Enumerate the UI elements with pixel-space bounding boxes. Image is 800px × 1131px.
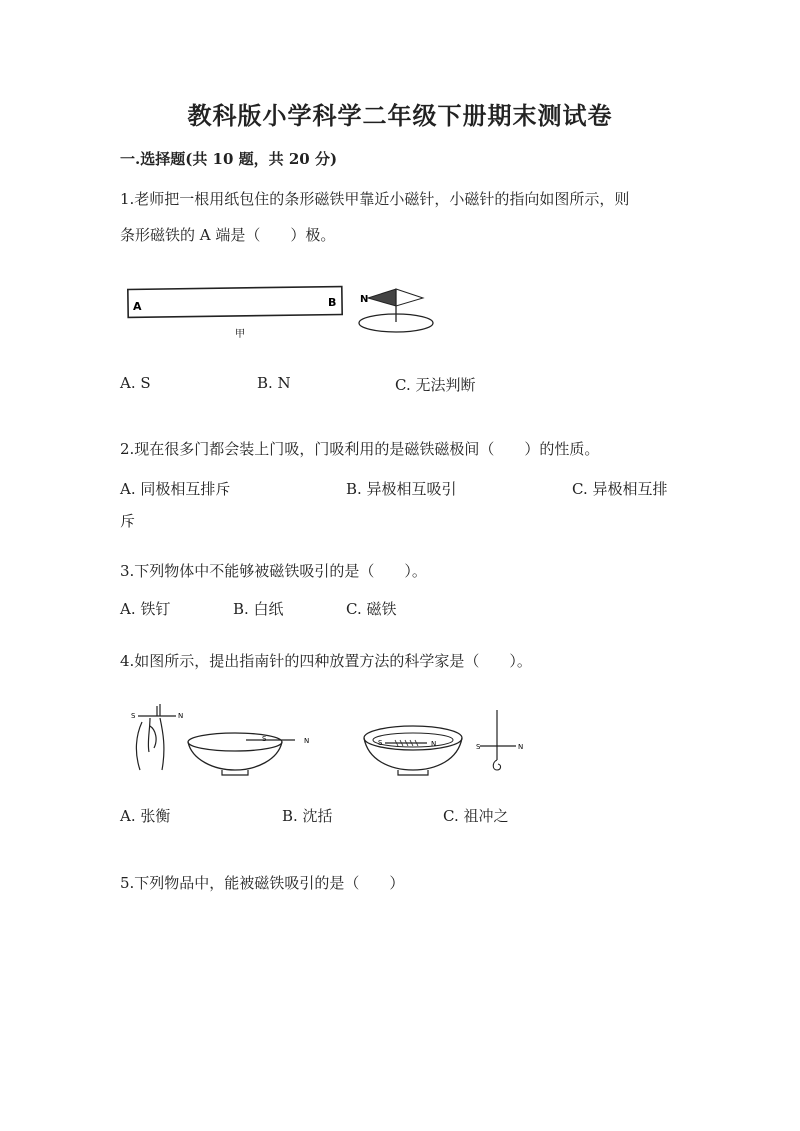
fingernail-label-n: N xyxy=(178,712,184,720)
question-1-line-2: 条形磁铁的 A 端是（ ）极。 xyxy=(120,226,336,244)
bar-magnet-label-a: A xyxy=(133,300,142,313)
bowl-rim-method-figure xyxy=(188,733,309,775)
question-4-option-b[interactable]: B. 沈括 xyxy=(282,807,333,825)
question-1-option-a[interactable]: A. S xyxy=(120,374,151,392)
floating-label-s: S xyxy=(378,739,383,747)
question-1-option-b[interactable]: B. N xyxy=(257,374,291,392)
compass-label-n: N xyxy=(360,294,369,305)
question-1-option-c[interactable]: C. 无法判断 xyxy=(395,376,476,394)
floating-needle-method-figure xyxy=(364,726,462,775)
fingernail-method-figure xyxy=(131,704,183,770)
section-heading: 一.选择题(共 10 题，共 20 分) xyxy=(120,150,338,168)
fingernail-label-s: S xyxy=(131,712,136,720)
suspended-label-s: S xyxy=(476,743,481,751)
page-title: 教科版小学科学二年级下册期末测试卷 xyxy=(187,101,613,130)
question-1-line-1: 1.老师把一根用纸包住的条形磁铁甲靠近小磁针，小磁针的指向如图所示，则 xyxy=(120,190,630,208)
question-4-option-c[interactable]: C. 祖冲之 xyxy=(443,807,509,825)
question-3-option-c[interactable]: C. 磁铁 xyxy=(346,600,397,618)
question-3-text: 3.下列物体中不能够被磁铁吸引的是（ ）。 xyxy=(120,562,427,580)
question-3-option-b[interactable]: B. 白纸 xyxy=(233,600,284,618)
bar-magnet-label-jia: 甲 xyxy=(235,329,245,340)
suspended-needle-method-figure xyxy=(476,710,523,770)
question-3-option-a[interactable]: A. 铁钉 xyxy=(120,600,171,618)
bowl-rim-label-s: S xyxy=(262,735,267,743)
bowl-rim-label-n: N xyxy=(304,737,310,745)
question-2-option-b[interactable]: B. 异极相互吸引 xyxy=(346,480,457,498)
question-2-option-a[interactable]: A. 同极相互排斥 xyxy=(120,480,231,498)
floating-label-n: N xyxy=(431,740,437,748)
question-2-text: 2.现在很多门都会装上门吸，门吸利用的是磁铁磁极间（ ）的性质。 xyxy=(120,440,600,458)
question-4-option-a[interactable]: A. 张衡 xyxy=(120,807,171,825)
question-2-option-c[interactable]: C. 异极相互排 xyxy=(572,480,668,498)
question-2-option-c-wrap: 斥 xyxy=(120,512,136,530)
question-4-text: 4.如图所示，提出指南针的四种放置方法的科学家是（ ）。 xyxy=(120,652,532,670)
question-5-text: 5.下列物品中，能被磁铁吸引的是（ ） xyxy=(120,874,405,892)
bar-magnet-label-b: B xyxy=(328,296,337,309)
suspended-label-n: N xyxy=(518,743,524,751)
